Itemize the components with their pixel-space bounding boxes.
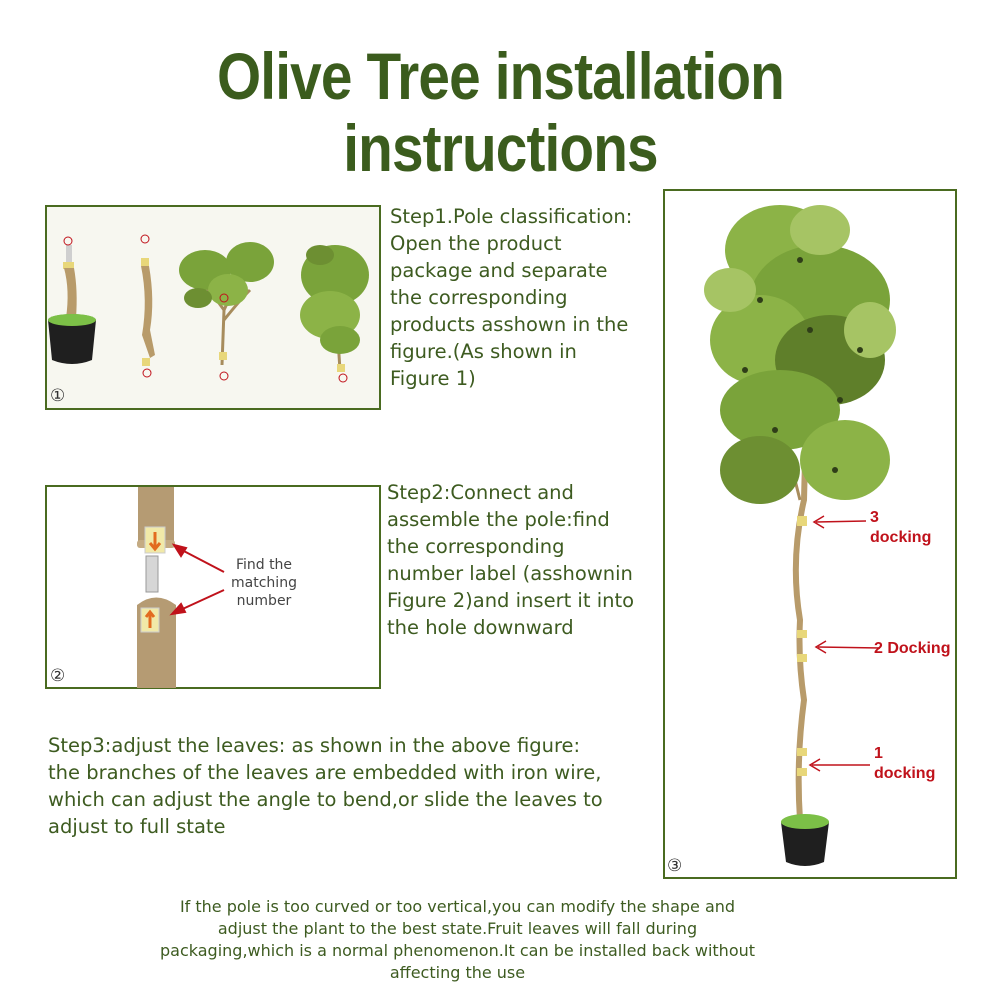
figure-2-number: ② (50, 666, 66, 686)
figure-1-tree-segment-2 (179, 242, 274, 380)
page-title-line1: Olive Tree installation (217, 39, 784, 113)
figure-3-tree (704, 205, 896, 866)
figure-1-pot-pole (48, 237, 96, 364)
docking-3-label: 3 docking (870, 509, 932, 546)
figure-2-pole-joint (137, 487, 176, 688)
figure-3-arrows (810, 516, 880, 771)
step3-text: Step3:adjust the leaves: as shown in the above figure: the branches of the leaves are embedded with iron wire, which can adjust the angle to bend,or slide the leaves to adjust to full state (48, 734, 603, 838)
figure-3-number: ③ (667, 856, 683, 876)
figure-2-callout: Find the matching number (231, 557, 297, 609)
docking-2-label: 2 Docking (874, 640, 951, 657)
figure-2-arrows (172, 545, 224, 614)
figure-1-tree-segment-3 (300, 245, 369, 382)
figure-1-pole-segment (141, 235, 155, 377)
docking-1-label: 1 docking (874, 745, 936, 782)
footer-note: If the pole is too curved or too vertical,you can modify the shape and adjust the plant to the best state.Fruit leaves will fall during packaging,which is a normal phenomenon.It can be installed back without affecting the use (160, 897, 756, 982)
step1-text: Step1.Pole classification: Open the product package and separate the corresponding products asshown in the figure.(As shown in Figure 1) (390, 205, 633, 390)
step2-text: Step2:Connect and assemble the pole:find the corresponding number label (asshownin Figure 2)and insert it into the hole downward (387, 481, 635, 639)
figure-1-number: ① (50, 386, 66, 406)
page-title-line2: instructions (343, 111, 658, 185)
